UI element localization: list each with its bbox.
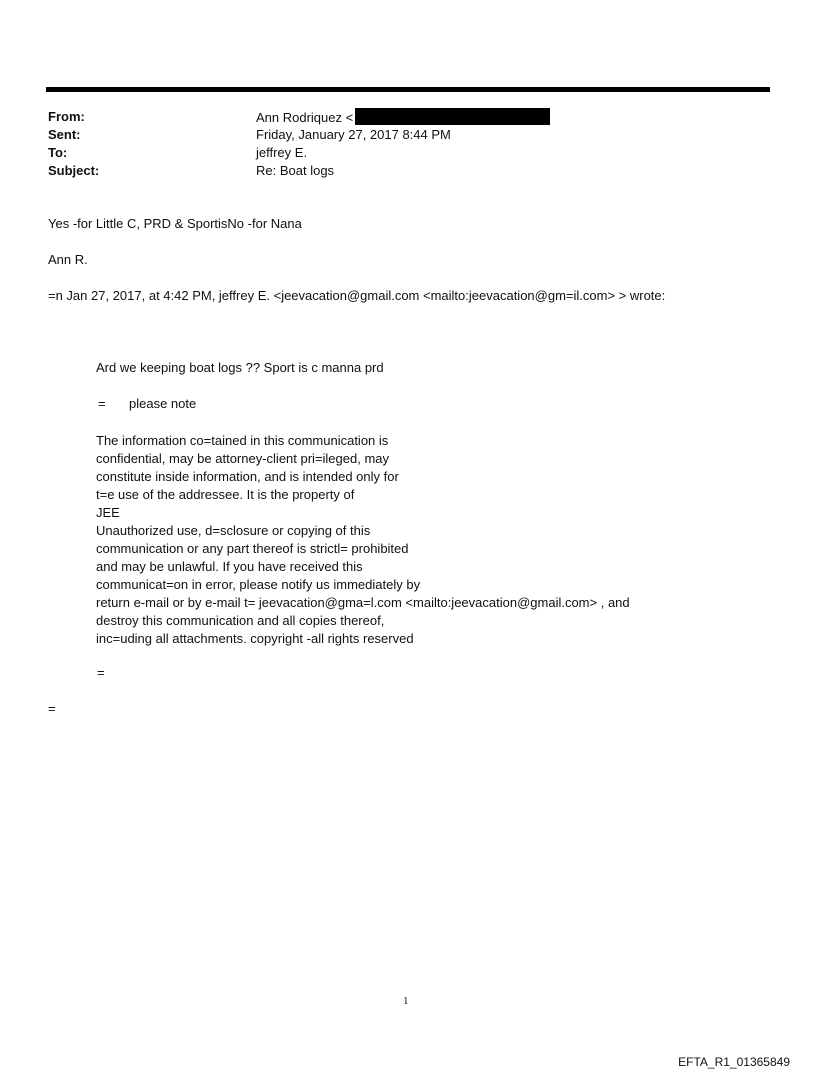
disclaimer-line: communicat=on in error, please notify us immediately by: [96, 577, 421, 592]
disclaimer-line: destroy this communication and all copies thereof,: [96, 613, 385, 628]
disclaimer-line: Unauthorized use, d=sclosure or copying of this: [96, 523, 371, 538]
reply-line: Yes -for Little C, PRD & SportisNo -for Nana: [48, 216, 302, 231]
quoted-question: Ard we keeping boat logs ?? Sport is c manna prd: [96, 360, 384, 375]
redaction-box: [355, 108, 550, 125]
top-rule: [46, 87, 770, 92]
disclaimer-line: JEE: [96, 505, 120, 520]
note-text: please note: [129, 396, 197, 411]
disclaimer-line: constitute inside information, and is intended only for: [96, 469, 399, 484]
disclaimer-line: return e-mail or by e-mail t= jeevacation@gma=l.com <mailto:jeevacation@gmail.com> , and: [96, 595, 630, 610]
inner-eq: =: [97, 665, 105, 680]
to-value: jeffrey E.: [256, 145, 308, 160]
disclaimer-line: t=e use of the addressee. It is the property of: [96, 487, 355, 502]
signature: Ann R.: [48, 252, 88, 267]
disclaimer-line: inc=uding all attachments. copyright -all rights reserved: [96, 631, 414, 646]
document-id: EFTA_R1_01365849: [678, 1055, 790, 1069]
page-number: 1: [403, 995, 409, 1007]
subject-value: Re: Boat logs: [256, 163, 335, 178]
from-label: From:: [48, 109, 85, 124]
note-eq: =: [98, 396, 106, 411]
outer-eq: =: [48, 701, 56, 716]
sent-label: Sent:: [48, 127, 81, 142]
disclaimer: [96, 432, 630, 648]
sent-value: Friday, January 27, 2017 8:44 PM: [256, 127, 451, 142]
subject-label: Subject:: [48, 163, 100, 178]
sender-name: Ann Rodriquez <: [256, 110, 354, 125]
disclaimer-line: The information co=tained in this communication is: [96, 433, 389, 448]
disclaimer-line: and may be unlawful. If you have received this: [96, 559, 363, 574]
disclaimer-line: communication or any part thereof is strictl= prohibited: [96, 541, 409, 556]
to-label: To:: [48, 145, 68, 160]
quote-intro: =n Jan 27, 2017, at 4:42 PM, jeffrey E. <jeevacation@gmail.com <mailto:jeevacation@gm=il.com> > wrote:: [48, 288, 666, 303]
disclaimer-line: confidential, may be attorney-client pri=ileged, may: [96, 451, 390, 466]
from-value: [256, 108, 550, 127]
